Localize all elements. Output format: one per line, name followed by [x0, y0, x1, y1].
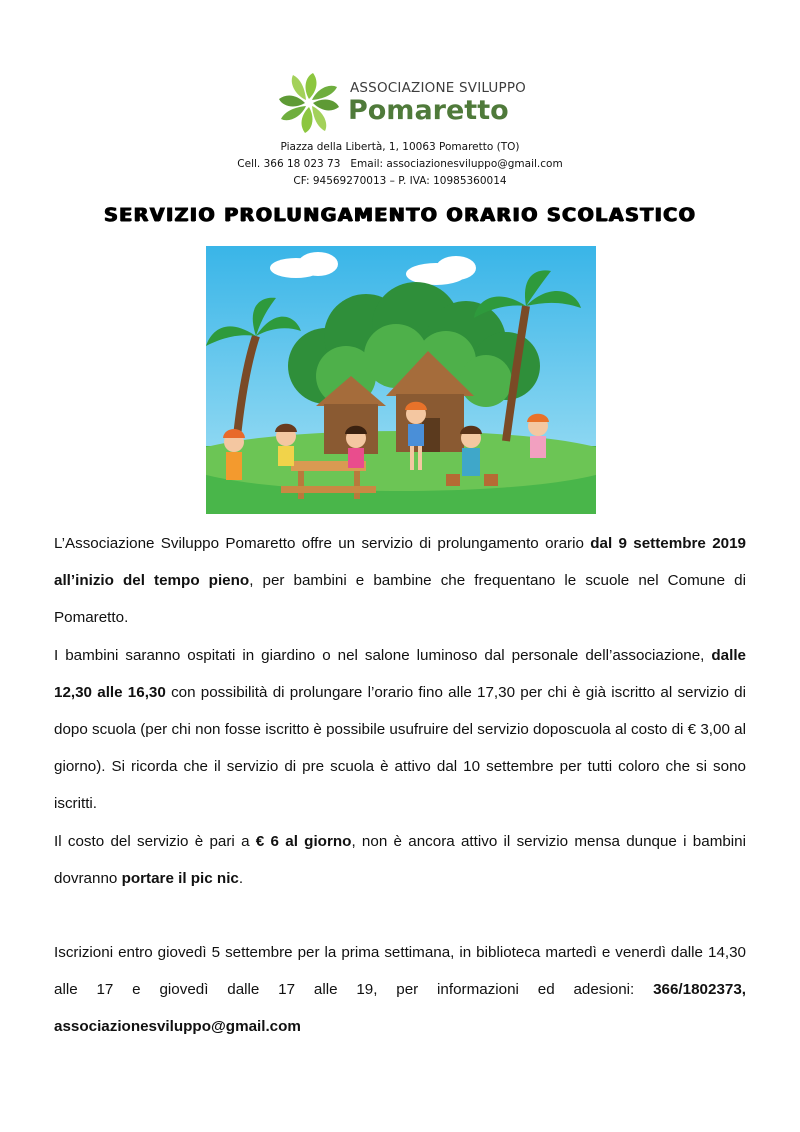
logo: [0, 72, 800, 134]
contact-info[interactable]: 366/1802373, associazionesviluppo@gmail.com: [54, 981, 746, 1036]
logo-name: Pomaretto: [347, 95, 509, 127]
page-title: SERVIZIO PROLUNGAMENTO ORARIO SCOLASTICO: [103, 204, 697, 226]
contact-block: [0, 139, 800, 190]
fiscal-codes: CF: 94569270013 – P. IVA: 10985360014: [293, 175, 507, 187]
contact-line: [0, 156, 800, 173]
letterhead: [0, 72, 800, 190]
paragraph-registration: Iscrizioni entro giovedì 5 settembre per la prima settimana, in biblioteca martedì e venerdì dalle 14,30 alle 17 e giovedì dalle 17 alle 19, per informazioni ed adesioni: 366/1802373, associazionesviluppo@gmail.com: [54, 944, 746, 1036]
email[interactable]: Email: associazionesviluppo@gmail.com: [350, 158, 563, 170]
body-text: [54, 525, 746, 1046]
address: Piazza della Libertà, 1, 10063 Pomaretto (TO): [280, 141, 520, 153]
paragraph-schedule: I bambini saranno ospitati in giardino o nel salone luminoso dal personale dell’associazione, dalle 12,30 alle 16,30 con possibilità di prolungare l’orario fino alle 17,30 per chi è già iscritto al servizio di dopo scuola (per chi non fosse iscritto è possibile usufruire del servizio doposcuola al costo di € 3,00 al giorno). Si ricorda che il servizio di pre scuola è attivo dal 10 settembre per tutti coloro che si sono iscritti.: [54, 646, 746, 813]
logo-association-label: ASSOCIAZIONE SVILUPPO: [349, 79, 527, 96]
paragraph-cost: Il costo del servizio è pari a € 6 al giorno, non è ancora attivo il servizio mensa dunque i bambini dovranno portare il pic nic.: [54, 832, 746, 887]
phone: Cell. 366 18 023 73: [237, 158, 341, 170]
flower-logo-icon: [274, 72, 344, 134]
children-picnic-illustration: [206, 246, 596, 514]
paragraph-intro: L’Associazione Sviluppo Pomaretto offre un servizio di prolungamento orario dal 9 settembre 2019 all’inizio del tempo pieno, per bambini e bambine che frequentano le scuole nel Comune di Pomaretto.: [54, 535, 746, 627]
